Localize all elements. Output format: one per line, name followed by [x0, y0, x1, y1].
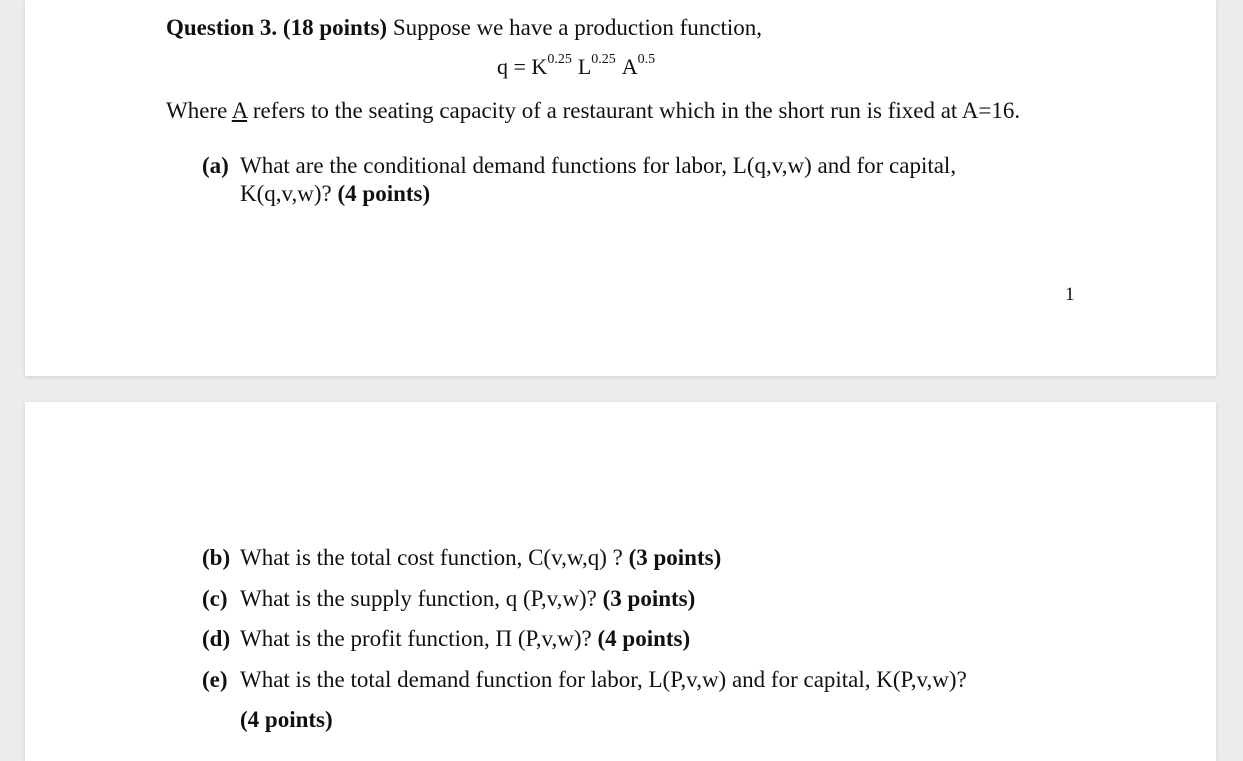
formula-a: A [621, 54, 638, 79]
part-e-line2 [240, 706, 333, 734]
document-page-2 [25, 402, 1216, 761]
where-rest: refers to the seating capacity of a restaurant which in the short run is fixed at A=16. [247, 98, 1021, 123]
formula-lhs: q = [497, 54, 532, 79]
part-c-label: (c) [202, 586, 228, 611]
question-intro: Suppose we have a production function, [387, 15, 763, 40]
document-page-1 [25, 0, 1216, 376]
formula-l: L [577, 54, 592, 79]
part-c-text: What is the supply function, q (P,v,w)? [240, 586, 603, 611]
where-prefix: Where [166, 98, 232, 123]
part-e-text: What is the total demand function for labor, L(P,v,w) and for capital, K(P,v,w)? [240, 667, 967, 692]
formula-l-exponent: 0.25 [591, 51, 616, 67]
part-d-label: (d) [202, 626, 231, 651]
part-d-line [202, 625, 690, 653]
part-a-text-line1: What are the conditional demand functions for labor, L(q,v,w) and for capital, [240, 153, 957, 178]
part-b-points: (3 points) [628, 545, 722, 570]
part-d-text: What is the profit function, Π (P,v,w)? [240, 626, 598, 651]
part-c-line [202, 585, 695, 613]
part-c-points: (3 points) [602, 586, 696, 611]
part-a-points: (4 points) [337, 181, 431, 206]
page-number: 1 [1065, 284, 1075, 305]
where-variable: A [231, 98, 248, 123]
part-a-label: (a) [202, 153, 229, 178]
production-function-formula [497, 51, 656, 80]
formula-a-exponent: 0.5 [637, 51, 656, 67]
part-b-text: What is the total cost function, C(v,w,q) ? [240, 545, 629, 570]
part-a-line2 [240, 180, 430, 208]
part-e-points: (4 points) [240, 707, 333, 732]
part-a-text-line2: K(q,v,w)? [240, 181, 338, 206]
where-sentence [166, 97, 1020, 125]
formula-k: K [531, 54, 548, 79]
formula-k-exponent: 0.25 [547, 51, 572, 67]
part-d-points: (4 points) [597, 626, 691, 651]
part-a-line1 [202, 152, 956, 180]
question-heading-line [166, 14, 762, 42]
question-heading: Question 3. (18 points) [166, 15, 388, 40]
part-e-line [202, 666, 967, 694]
part-e-label: (e) [202, 667, 228, 692]
part-b-label: (b) [202, 545, 231, 570]
part-b-line [202, 544, 721, 572]
